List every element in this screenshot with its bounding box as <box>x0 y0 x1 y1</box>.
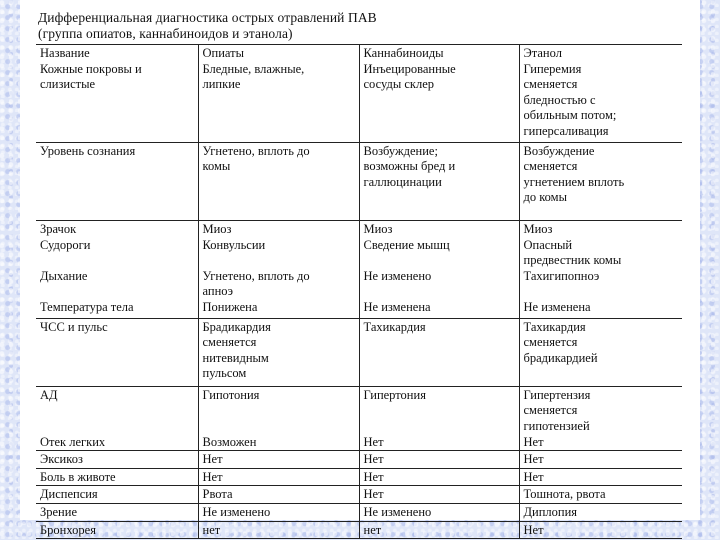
cell-line: нет <box>202 522 221 537</box>
cell-line <box>40 253 194 269</box>
cell-line <box>40 403 194 419</box>
ethanol-cell <box>519 386 682 450</box>
table-row <box>36 386 682 450</box>
opiates-cell <box>198 318 359 386</box>
opiates-cell <box>198 468 359 486</box>
opiates-cell <box>198 220 359 318</box>
cell-line <box>203 403 355 419</box>
cell-line: гиперсаливация <box>523 123 609 138</box>
cell-line: Миоз <box>363 221 393 236</box>
cell-line <box>364 253 515 269</box>
cell-line: Нет <box>363 487 384 502</box>
parameter-cell <box>36 386 198 450</box>
opiates-cell <box>198 451 359 469</box>
table-row <box>36 486 682 504</box>
cell-line: Нет <box>363 434 384 449</box>
cell-line: бледностью с <box>523 92 596 107</box>
cell-line: Бледные, влажные, <box>202 61 305 76</box>
cell-line: Тахикардия <box>523 319 586 334</box>
parameter-cell <box>36 45 198 143</box>
cell-line: Название <box>40 46 90 60</box>
cell-line: Нет <box>202 452 223 467</box>
cell-line: сменяется <box>202 335 257 350</box>
cell-line: Боль в животе <box>40 469 116 484</box>
cell-line: брадикардией <box>523 350 598 365</box>
cell-line: липкие <box>202 77 241 92</box>
cell-line: Отек легких <box>40 434 106 449</box>
cannabinoids-cell <box>359 486 519 504</box>
ethanol-cell <box>519 486 682 504</box>
opiates-cell <box>198 45 359 143</box>
parameter-cell <box>36 142 198 220</box>
cell-line: Нет <box>523 452 544 467</box>
parameter-cell <box>36 504 198 522</box>
cell-line <box>40 284 194 300</box>
cell-line <box>524 284 679 300</box>
table-row <box>36 504 682 522</box>
cell-line: пульсом <box>202 366 247 381</box>
cell-line: Не изменено <box>363 505 432 520</box>
ethanol-cell <box>519 45 682 143</box>
cell-line: Этанол <box>523 46 562 60</box>
cell-line: Тахикардия <box>363 319 426 334</box>
cell-line: Кожные покровы и <box>40 61 142 76</box>
parameter-cell <box>36 318 198 386</box>
cell-line: Зрачок <box>40 221 77 236</box>
opiates-cell <box>198 521 359 539</box>
cell-line: Инъецированные <box>363 61 456 76</box>
parameter-cell <box>36 220 198 318</box>
cell-line: Миоз <box>202 221 232 236</box>
cell-line: Угнетено, вплоть до <box>202 268 310 283</box>
cell-line: Не изменена <box>363 299 431 314</box>
title-line-2: (группа опиатов, каннабиноидов и этанола) <box>38 26 293 41</box>
cell-line: Гиперемия <box>523 61 582 76</box>
cell-line: сменяется <box>523 335 578 350</box>
cell-line: Диспепсия <box>40 487 98 502</box>
diagnosis-table <box>36 44 682 539</box>
cannabinoids-cell <box>359 142 519 220</box>
cell-line: Эксикоз <box>40 452 83 467</box>
cell-line: Нет <box>363 452 384 467</box>
opiates-cell <box>198 142 359 220</box>
cell-line: Не изменено <box>202 505 271 520</box>
cell-line: ЧСС и пульс <box>40 319 108 334</box>
cell-line: гипотензией <box>523 419 590 434</box>
cell-line: Нет <box>523 469 544 484</box>
cannabinoids-cell <box>359 318 519 386</box>
ethanol-cell <box>519 521 682 539</box>
cannabinoids-cell <box>359 386 519 450</box>
cell-line: АД <box>40 387 58 402</box>
cell-line: Рвота <box>202 487 233 502</box>
cell-line: Температура тела <box>40 299 134 314</box>
ethanol-cell <box>519 220 682 318</box>
document-title <box>38 10 638 42</box>
table-row <box>36 451 682 469</box>
cell-line <box>203 253 355 269</box>
cell-line: апноэ <box>202 284 234 299</box>
cell-line <box>203 419 355 435</box>
cell-line: Зрение <box>40 505 77 520</box>
cell-line: комы <box>202 159 231 174</box>
cell-line: Бронхорея <box>40 522 96 537</box>
cell-line: Брадикардия <box>202 319 271 334</box>
cell-line: Гипертония <box>363 387 426 402</box>
cannabinoids-cell <box>359 504 519 522</box>
cell-line: Гипотония <box>202 387 260 402</box>
parameter-cell <box>36 486 198 504</box>
cell-line: нитевидным <box>202 350 269 365</box>
cell-line: Возбуждение; <box>363 143 438 158</box>
ethanol-cell <box>519 504 682 522</box>
cannabinoids-cell <box>359 451 519 469</box>
cell-line: нет <box>363 522 382 537</box>
cell-line: предвестник комы <box>523 253 622 268</box>
cell-line: Понижена <box>202 299 258 314</box>
cell-line: Гипертензия <box>523 387 591 402</box>
ethanol-cell <box>519 451 682 469</box>
opiates-cell <box>198 386 359 450</box>
cell-line: Тахигипопноэ <box>523 268 600 283</box>
cell-line: Миоз <box>523 221 553 236</box>
document-page <box>20 0 700 537</box>
cell-line: возможны бред и <box>363 159 456 174</box>
cell-line: Диплопия <box>523 505 578 520</box>
cell-line: Не изменено <box>363 268 432 283</box>
title-line-1: Дифференциальная диагностика острых отравлений ПАВ <box>38 10 377 25</box>
cell-line: Судороги <box>40 237 91 252</box>
cell-line: Нет <box>523 522 544 537</box>
table-row <box>36 45 682 143</box>
cell-line: Тошнота, рвота <box>523 487 606 502</box>
ethanol-cell <box>519 468 682 486</box>
table-row <box>36 468 682 486</box>
cannabinoids-cell <box>359 521 519 539</box>
cell-line: сосуды склер <box>363 77 434 92</box>
cell-line: до комы <box>523 190 567 205</box>
cell-line: угнетением вплоть <box>523 174 625 189</box>
cell-line: сменяется <box>523 159 578 174</box>
cell-line <box>364 403 515 419</box>
cannabinoids-cell <box>359 468 519 486</box>
cell-line: Нет <box>202 469 223 484</box>
cell-line: Возбуждение <box>523 143 595 158</box>
cell-line: Нет <box>363 469 384 484</box>
opiates-cell <box>198 486 359 504</box>
cell-line <box>364 419 515 435</box>
cell-line: Опасный <box>523 237 573 252</box>
cell-line <box>40 419 194 435</box>
parameter-cell <box>36 468 198 486</box>
opiates-cell <box>198 504 359 522</box>
cannabinoids-cell <box>359 220 519 318</box>
cell-line: Опиаты <box>202 46 244 60</box>
cell-line: Конвульсии <box>202 237 266 252</box>
table-row <box>36 521 682 539</box>
cell-line: Дыхание <box>40 268 88 283</box>
table-row <box>36 142 682 220</box>
table-row <box>36 220 682 318</box>
cell-line: Угнетено, вплоть до <box>202 143 310 158</box>
ethanol-cell <box>519 318 682 386</box>
parameter-cell <box>36 521 198 539</box>
parameter-cell <box>36 451 198 469</box>
cell-line: Возможен <box>202 434 257 449</box>
cell-line: Каннабиноиды <box>363 46 444 60</box>
cell-line: Нет <box>523 434 544 449</box>
cell-line: Не изменена <box>523 299 591 314</box>
cell-line: сменяется <box>523 77 578 92</box>
cell-line: Уровень сознания <box>40 143 136 158</box>
cell-line: обильным потом; <box>523 108 617 123</box>
cell-line: галлюцинации <box>363 174 442 189</box>
cannabinoids-cell <box>359 45 519 143</box>
ethanol-cell <box>519 142 682 220</box>
cell-line <box>364 284 515 300</box>
cell-line: Сведение мышц <box>363 237 450 252</box>
table-row <box>36 318 682 386</box>
cell-line: слизистые <box>40 77 96 92</box>
cell-line: сменяется <box>523 403 578 418</box>
